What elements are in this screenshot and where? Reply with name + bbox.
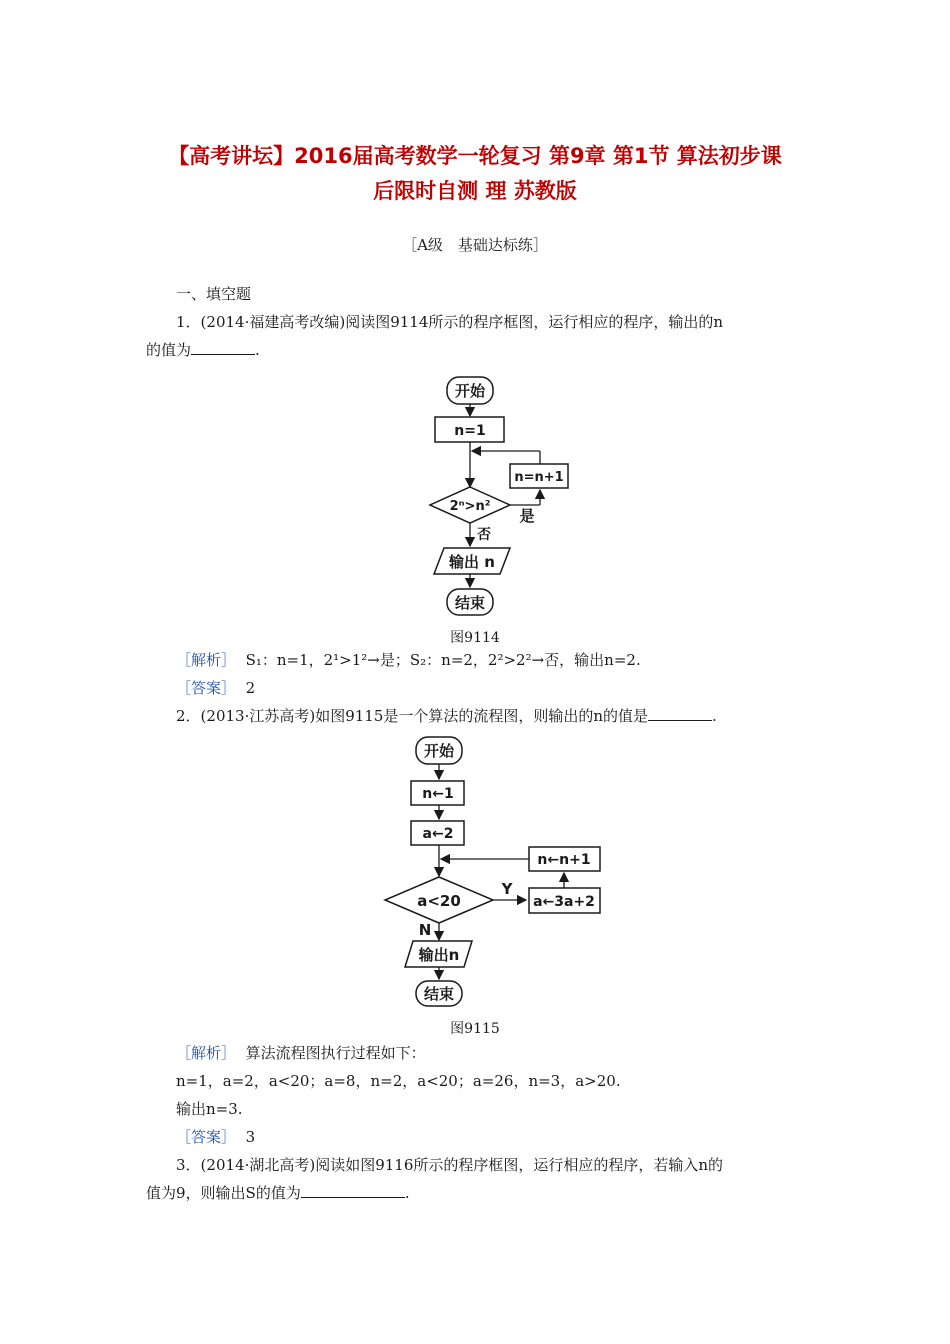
condition-label: a<20 xyxy=(417,892,461,910)
q2-answer-line xyxy=(176,1127,255,1147)
level-label: ［A级 基础达标练］ xyxy=(402,236,548,254)
end-label: 结束 xyxy=(454,594,486,612)
question-2-text: 2．(2013·江苏高考)如图9115是一个算法的流程图，则输出的n的值是 . xyxy=(176,707,717,725)
end-label: 结束 xyxy=(423,985,455,1003)
update-label: n=n+1 xyxy=(514,470,564,485)
init-a-label: a←2 xyxy=(422,826,454,842)
init-label: n=1 xyxy=(454,423,486,439)
q2-analysis-line xyxy=(176,1043,426,1063)
yes-label: 是 xyxy=(519,507,535,525)
question-2-text-body: 2．(2013·江苏高考)如图9115是一个算法的流程图，则输出的n的值是 xyxy=(176,707,649,725)
question-3-text: 3．(2014·湖北高考)阅读如图9116所示的程序框图，运行相应的程序，若输入n的 xyxy=(176,1156,724,1174)
question-1-text: 1．(2014·福建高考改编)阅读图9114所示的程序框图，运行相应的程序，输出的n xyxy=(176,313,724,331)
analysis-text: 算法流程图执行过程如下： xyxy=(245,1044,426,1062)
no-label: 否 xyxy=(477,527,491,543)
q2-analysis-line-2: n=1，a=2，a<20；a=8，n=2，a<20；a=26，n=3，a>20. xyxy=(176,1072,621,1090)
output-label: 输出n xyxy=(418,946,460,964)
analysis-tag: ［解析］ xyxy=(176,651,237,669)
document-title-line-2: 后限时自测 理 苏教版 xyxy=(373,179,577,203)
document-title-line-1: 【高考讲坛】2016届高考数学一轮复习 第9章 第1节 算法初步课 xyxy=(168,144,782,168)
answer-text: 3 xyxy=(245,1128,256,1146)
output-label: 输出 n xyxy=(449,553,495,571)
question-1-text-cont: 的值为 . xyxy=(146,341,260,359)
start-label: 开始 xyxy=(454,382,486,400)
analysis-text: S₁：n=1，2¹>1²→是；S₂：n=2，2²>2²→否，输出n=2. xyxy=(245,651,641,669)
no-label: N xyxy=(418,921,432,939)
yes-label: Y xyxy=(501,880,513,898)
answer-tag: ［答案］ xyxy=(176,679,237,697)
analysis-tag: ［解析］ xyxy=(176,1044,237,1062)
answer-text: 2 xyxy=(245,679,256,697)
init-n-label: n←1 xyxy=(422,786,454,802)
question-1-text-tail: 的值为 xyxy=(146,341,192,359)
question-3-text-cont: 值为9，则输出S的值为 . xyxy=(146,1184,410,1202)
figure-caption-9115: 图9115 xyxy=(450,1021,500,1037)
update-n-label: n←n+1 xyxy=(537,852,591,868)
figure-caption-9114: 图9114 xyxy=(450,630,500,646)
q2-analysis-line-3: 输出n=3. xyxy=(176,1100,243,1118)
question-3-text-tail: 值为9，则输出S的值为 xyxy=(146,1184,301,1202)
section-heading: 一、填空题 xyxy=(176,285,252,303)
answer-blank xyxy=(301,1183,405,1198)
start-label: 开始 xyxy=(423,742,455,760)
condition-label: 2ⁿ>n² xyxy=(449,499,491,514)
update-a-label: a←3a+2 xyxy=(533,894,595,910)
answer-tag: ［答案］ xyxy=(176,1128,237,1146)
